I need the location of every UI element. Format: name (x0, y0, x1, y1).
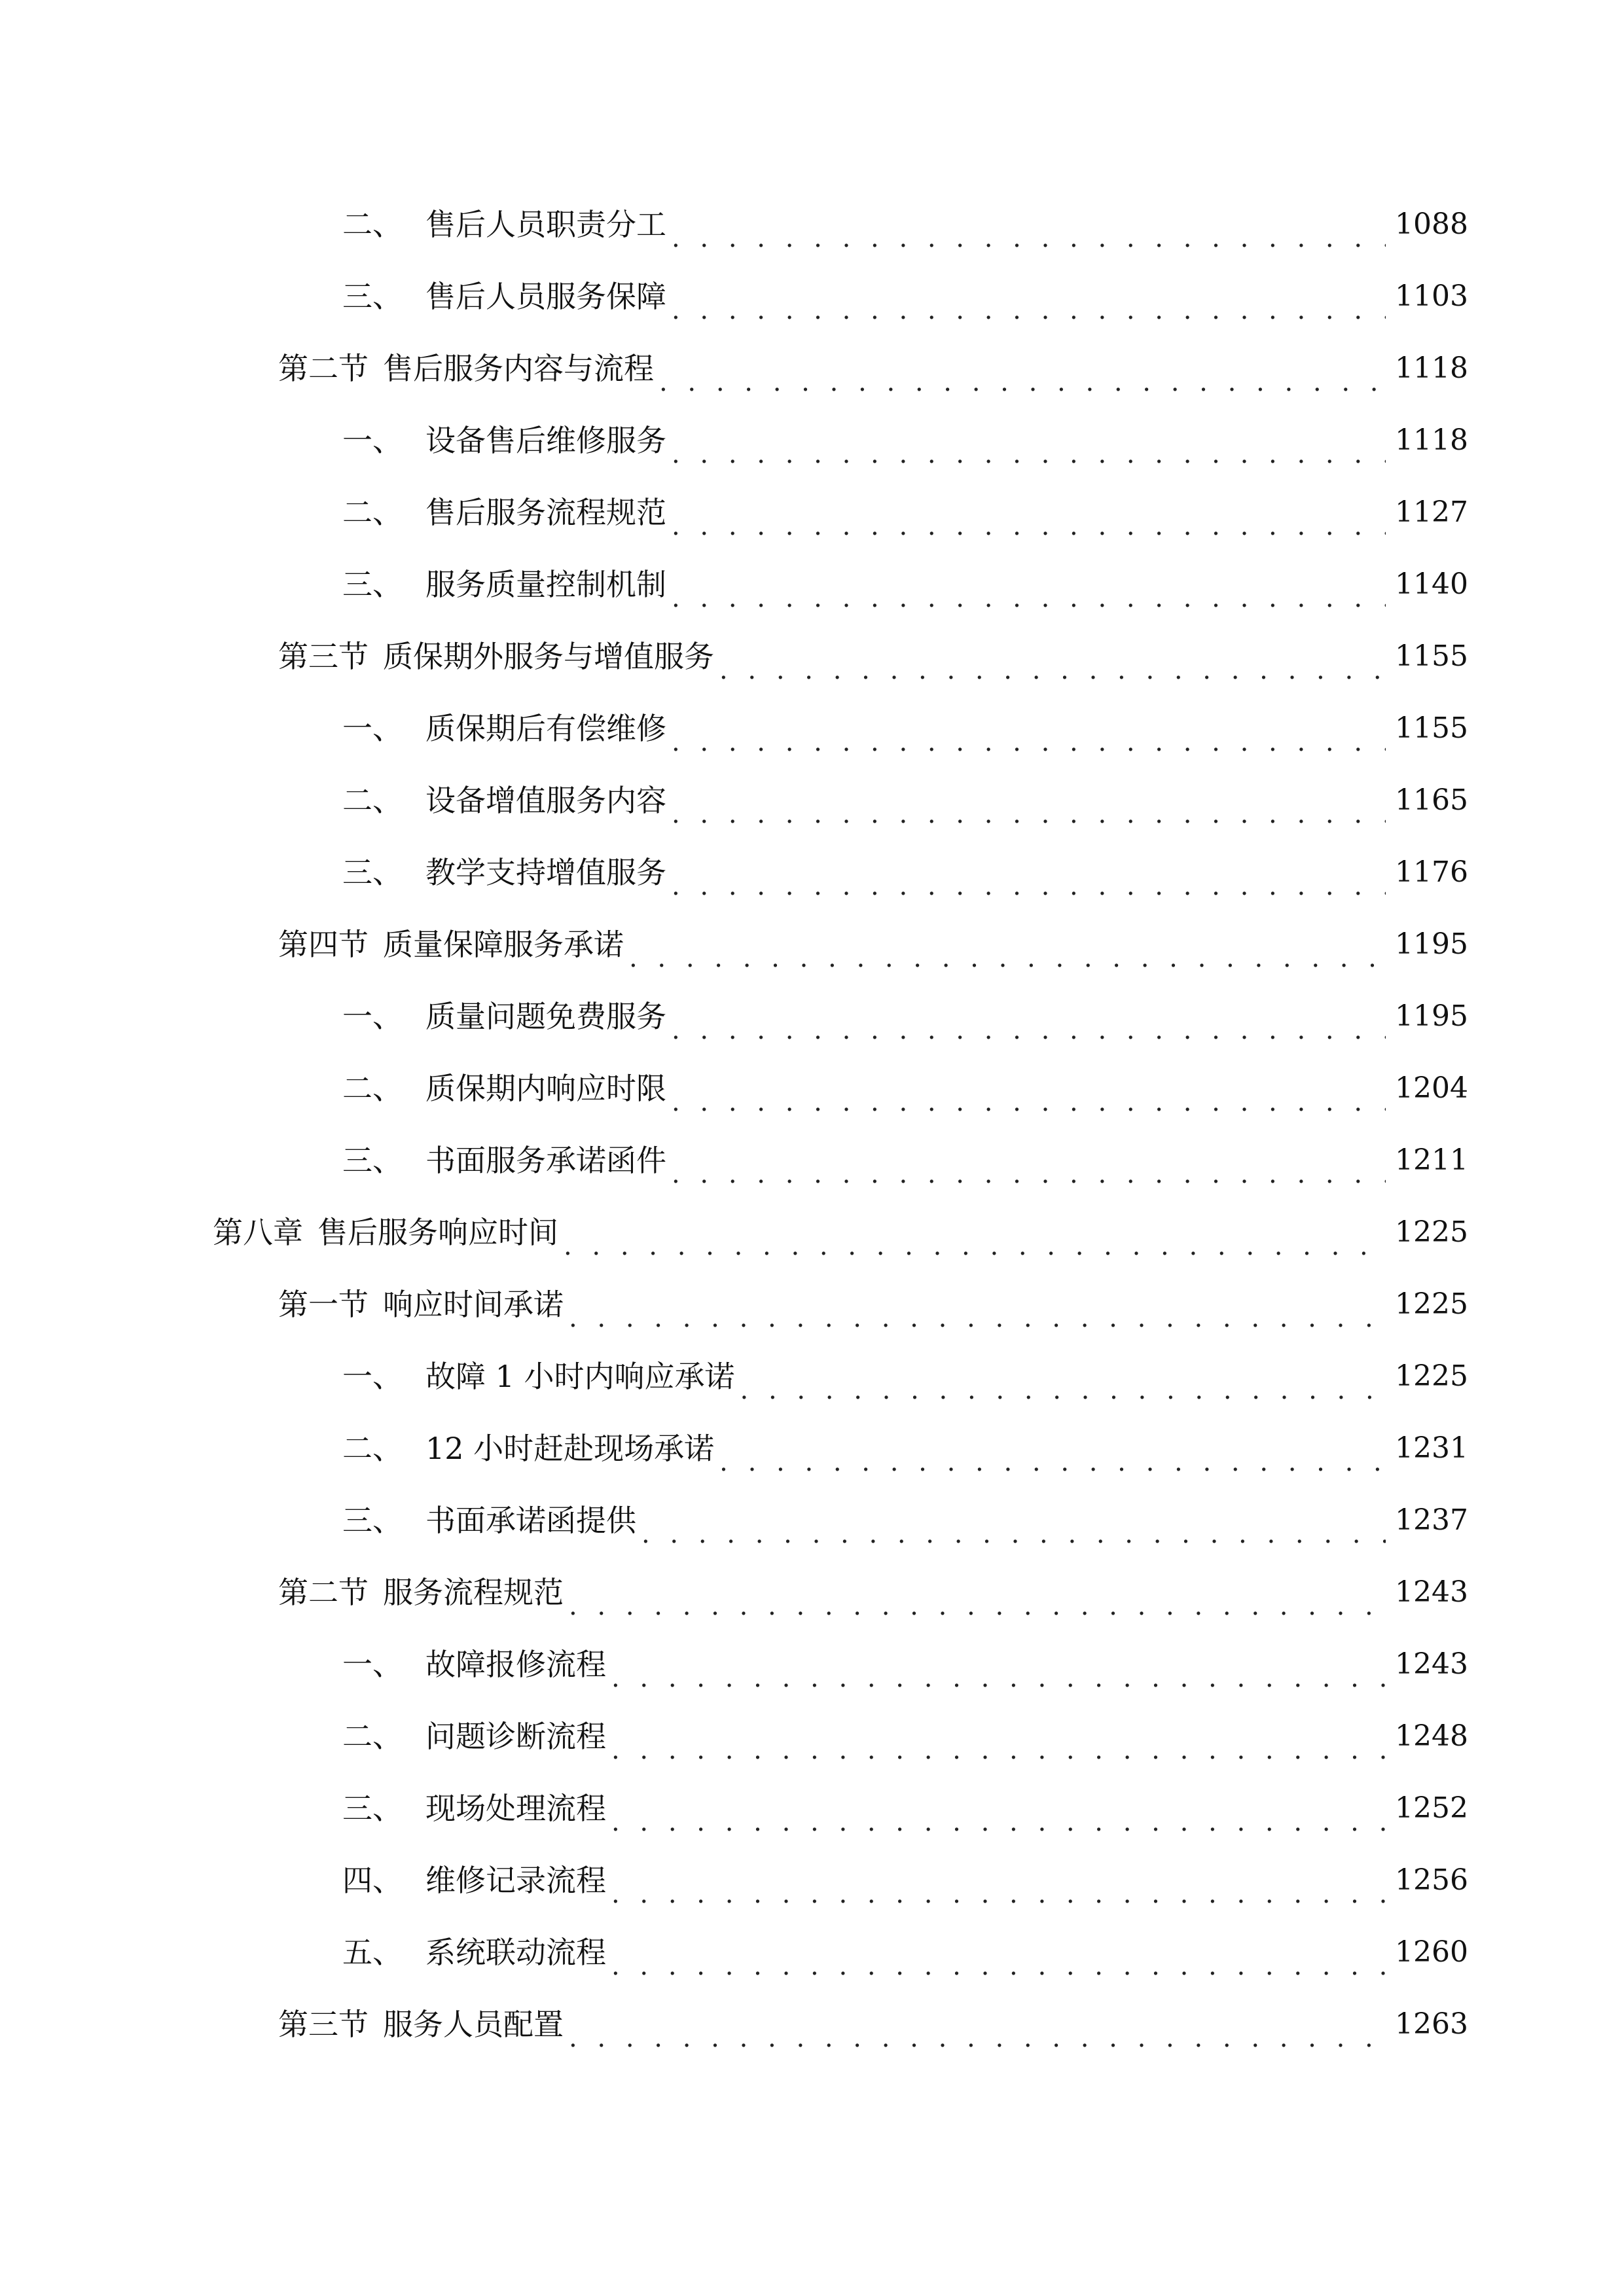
toc-dot-leader (672, 504, 1386, 548)
toc-entry[interactable] (0, 188, 1624, 260)
toc-entry[interactable] (0, 764, 1624, 836)
toc-entry[interactable] (0, 1340, 1624, 1412)
toc-entry-marker: 第八章 (213, 1215, 303, 1250)
toc-dot-leader (629, 936, 1386, 980)
toc-entry-title: 系统联动流程 (425, 1935, 606, 1970)
toc-entry-title: 质量保障服务承诺 (383, 927, 624, 962)
toc-entry-page-number: 1256 (1395, 1863, 1468, 1897)
toc-entry-marker: 三、 (342, 855, 403, 890)
toc-entry-title: 设备售后维修服务 (425, 423, 666, 458)
toc-entry[interactable] (0, 1412, 1624, 1484)
toc-entry-marker: 二、 (342, 495, 403, 530)
toc-entry-page-number: 1204 (1395, 1071, 1468, 1105)
toc-entry-marker: 第一节 (278, 1287, 369, 1322)
toc-entry-marker: 三、 (342, 279, 403, 314)
toc-entry-page-number: 1248 (1395, 1719, 1468, 1753)
toc-entry-title: 服务流程规范 (383, 1575, 564, 1610)
toc-entry[interactable] (0, 620, 1624, 692)
toc-entry-page-number: 1195 (1395, 999, 1468, 1033)
toc-entry-title: 书面服务承诺函件 (425, 1143, 666, 1178)
toc-entry-title: 故障报修流程 (425, 1647, 606, 1682)
toc-entry-marker: 一、 (342, 1647, 403, 1682)
toc-entry-marker: 三、 (342, 1791, 403, 1826)
toc-entry-title: 服务质量控制机制 (425, 567, 666, 602)
toc-entry-title: 服务人员配置 (383, 2007, 564, 2042)
toc-dot-leader (569, 1296, 1386, 1340)
toc-entry-page-number: 1225 (1395, 1215, 1468, 1249)
toc-dot-leader (611, 1728, 1386, 1772)
toc-entry-title: 问题诊断流程 (425, 1719, 606, 1754)
toc-entry[interactable] (0, 1268, 1624, 1340)
toc-entry-title: 质保期外服务与增值服务 (383, 639, 714, 674)
toc-entry-page-number: 1252 (1395, 1791, 1468, 1825)
toc-entry[interactable] (0, 1916, 1624, 1988)
toc-entry[interactable] (0, 476, 1624, 548)
toc-entry-marker: 第四节 (278, 927, 369, 962)
toc-entry-marker: 一、 (342, 999, 403, 1034)
toc-entry[interactable] (0, 980, 1624, 1052)
toc-entry-marker: 三、 (342, 1503, 403, 1538)
toc-entry-marker: 四、 (342, 1863, 403, 1898)
toc-dot-leader (611, 1656, 1386, 1700)
toc-entry[interactable] (0, 1628, 1624, 1700)
toc-entry-page-number: 1103 (1395, 279, 1468, 313)
toc-entry-page-number: 1155 (1395, 711, 1468, 745)
toc-entry-page-number: 1155 (1395, 639, 1468, 673)
toc-entry-page-number: 1140 (1395, 567, 1468, 601)
toc-entry-title: 故障 1 小时内响应承诺 (425, 1359, 735, 1394)
toc-entry-page-number: 1088 (1395, 207, 1468, 241)
toc-dot-leader (672, 720, 1386, 764)
toc-entry-title: 教学支持增值服务 (425, 855, 666, 890)
toc-entry-title: 书面承诺函提供 (425, 1503, 636, 1538)
toc-entry-page-number: 1127 (1395, 495, 1468, 529)
toc-entry-marker: 五、 (342, 1935, 403, 1970)
toc-dot-leader (672, 1008, 1386, 1052)
toc-entry-page-number: 1231 (1395, 1431, 1468, 1465)
toc-entry-page-number: 1165 (1395, 783, 1468, 817)
toc-entry-page-number: 1211 (1395, 1143, 1468, 1177)
toc-entry[interactable] (0, 260, 1624, 332)
toc-entry-title: 售后人员职责分工 (425, 207, 666, 242)
toc-dot-leader (641, 1512, 1386, 1556)
toc-entry-title: 12 小时赶赴现场承诺 (425, 1431, 715, 1466)
toc-dot-leader (740, 1368, 1386, 1412)
toc-entry-marker: 第二节 (278, 1575, 369, 1610)
toc-entry[interactable] (0, 548, 1624, 620)
toc-entry-marker: 二、 (342, 1719, 403, 1754)
toc-entry-marker: 第三节 (278, 639, 369, 674)
toc-entry[interactable] (0, 1844, 1624, 1916)
toc-entry-page-number: 1118 (1395, 423, 1468, 457)
toc-entry-title: 响应时间承诺 (383, 1287, 564, 1322)
toc-entry-page-number: 1243 (1395, 1575, 1468, 1609)
toc-entry-title: 售后人员服务保障 (425, 279, 666, 314)
toc-entry-title: 售后服务流程规范 (425, 495, 666, 530)
toc-dot-leader (672, 792, 1386, 836)
toc-entry-page-number: 1225 (1395, 1287, 1468, 1321)
toc-entry[interactable] (0, 332, 1624, 404)
toc-entry-marker: 二、 (342, 1431, 403, 1466)
toc-dot-leader (672, 432, 1386, 476)
toc-entry-title: 售后服务响应时间 (317, 1215, 558, 1250)
toc-entry-page-number: 1243 (1395, 1647, 1468, 1681)
toc-entry[interactable] (0, 908, 1624, 980)
toc-entry[interactable] (0, 1484, 1624, 1556)
toc-entry[interactable] (0, 1988, 1624, 2060)
toc-entry[interactable] (0, 1124, 1624, 1196)
toc-entry-title: 售后服务内容与流程 (383, 351, 654, 386)
toc-entry-marker: 三、 (342, 567, 403, 602)
toc-entry-marker: 一、 (342, 423, 403, 458)
toc-dot-leader (659, 360, 1386, 404)
toc-entry-marker: 第二节 (278, 351, 369, 386)
toc-dot-leader (672, 288, 1386, 332)
toc-entry-title: 现场处理流程 (425, 1791, 606, 1826)
toc-entry[interactable] (0, 1700, 1624, 1772)
toc-dot-leader (611, 1800, 1386, 1844)
toc-entry[interactable] (0, 836, 1624, 908)
toc-entry-title: 设备增值服务内容 (425, 783, 666, 818)
toc-entry[interactable] (0, 404, 1624, 476)
toc-entry[interactable] (0, 1772, 1624, 1844)
toc-entry[interactable] (0, 1196, 1624, 1268)
toc-entry-page-number: 1237 (1395, 1503, 1468, 1537)
toc-entry[interactable] (0, 1052, 1624, 1124)
toc-dot-leader (569, 1584, 1386, 1628)
toc-entry-page-number: 1225 (1395, 1359, 1468, 1393)
toc-entry-marker: 三、 (342, 1143, 403, 1178)
toc-entry-marker: 一、 (342, 711, 403, 746)
toc-entry-marker: 二、 (342, 207, 403, 242)
toc-entry-marker: 一、 (342, 1359, 403, 1394)
toc-entry-page-number: 1176 (1395, 855, 1468, 889)
toc-dot-leader (672, 576, 1386, 620)
toc-entry-page-number: 1195 (1395, 927, 1468, 961)
toc-dot-leader (564, 1224, 1386, 1268)
toc-dot-leader (719, 1440, 1386, 1484)
toc-dot-leader (611, 1872, 1386, 1916)
toc-entry-page-number: 1118 (1395, 351, 1468, 385)
toc-dot-leader (672, 864, 1386, 908)
toc-entry-marker: 二、 (342, 1071, 403, 1106)
toc-entry-page-number: 1263 (1395, 2007, 1468, 2041)
toc-dot-leader (611, 1944, 1386, 1988)
toc-entry[interactable] (0, 692, 1624, 764)
table-of-contents (0, 188, 1624, 2060)
toc-entry-title: 质保期内响应时限 (425, 1071, 666, 1106)
toc-dot-leader (719, 648, 1386, 692)
toc-dot-leader (569, 2016, 1386, 2060)
toc-entry-marker: 第三节 (278, 2007, 369, 2042)
toc-entry-title: 维修记录流程 (425, 1863, 606, 1898)
toc-entry-marker: 二、 (342, 783, 403, 818)
toc-dot-leader (672, 1152, 1386, 1196)
toc-entry[interactable] (0, 1556, 1624, 1628)
toc-entry-title: 质保期后有偿维修 (425, 711, 666, 746)
toc-entry-title: 质量问题免费服务 (425, 999, 666, 1034)
toc-dot-leader (672, 216, 1386, 260)
toc-entry-page-number: 1260 (1395, 1935, 1468, 1969)
toc-dot-leader (672, 1080, 1386, 1124)
